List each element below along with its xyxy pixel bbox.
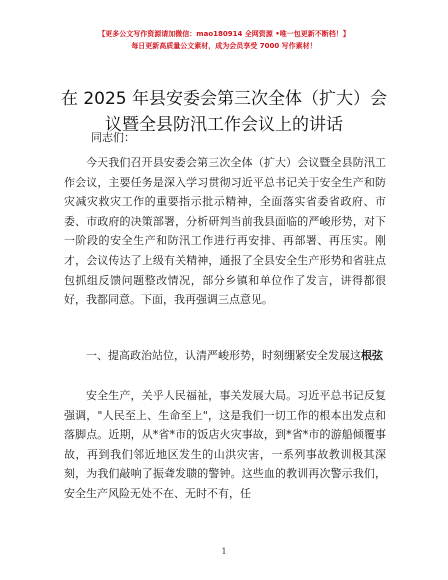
paragraph-intro: 今天我们召开县安委会第三次全体（扩大）会议暨全县防汛工作会议，主要任务是深入学习贯彻习近平总书记关于安全生产和防灾减灾救灾工作的重要指示批示精神，全面落实省委省政府、市委、市政府的决策部署，分析研判当前我县面临的严峻形势，对下一阶段的安全生产和防汛工作进行再安排、再部署、再压实。刚才，会议传达了上级有关精神，通报了全县安全生产形势和省驻点包抓组反馈问题整改情况，部分乡镇和单位作了发言，讲得都很好，我都同意。下面，我再强调三点意见。: [64, 156, 386, 307]
section-heading-1: [64, 346, 386, 366]
promo-banner-line-1: 【更多公文写作资源请加微信：mao180914 全网资源 •唯一包更新不断档！】: [98, 30, 350, 38]
page-number: 1: [221, 547, 227, 556]
section-heading-1-text: 一、提高政治站位，认清严峻形势，时刻绷紧安全发展这: [86, 349, 361, 362]
section-heading-1-bold: 根弦: [361, 349, 383, 362]
paragraph-section-1: 安全生产，关乎人民福祉，事关发展大局。习近平总书记反复强调，"人民至上、生命至上"，这是我们一切工作的根本出发点和落脚点。近期，从*省*市的饭店火灾事故，到*省*市的游船倾覆事故，再到我们邻近地区发生的山洪灾害，一系列事故教训极其深刻，为我们敲响了振聋发聩的警钟。这些血的教训再次警示我们，安全生产风险无处不在、无时不有，任: [64, 389, 386, 500]
greeting: 同志们：: [91, 131, 135, 144]
promo-banner-line-2: 每日更新高质量公文素材，成为会员享受 7000 写作素材！: [131, 42, 317, 50]
document-title: 在 2025 年县安委会第三次全体（扩大）会议暨全县防汛工作会议上的讲话: [60, 89, 388, 135]
